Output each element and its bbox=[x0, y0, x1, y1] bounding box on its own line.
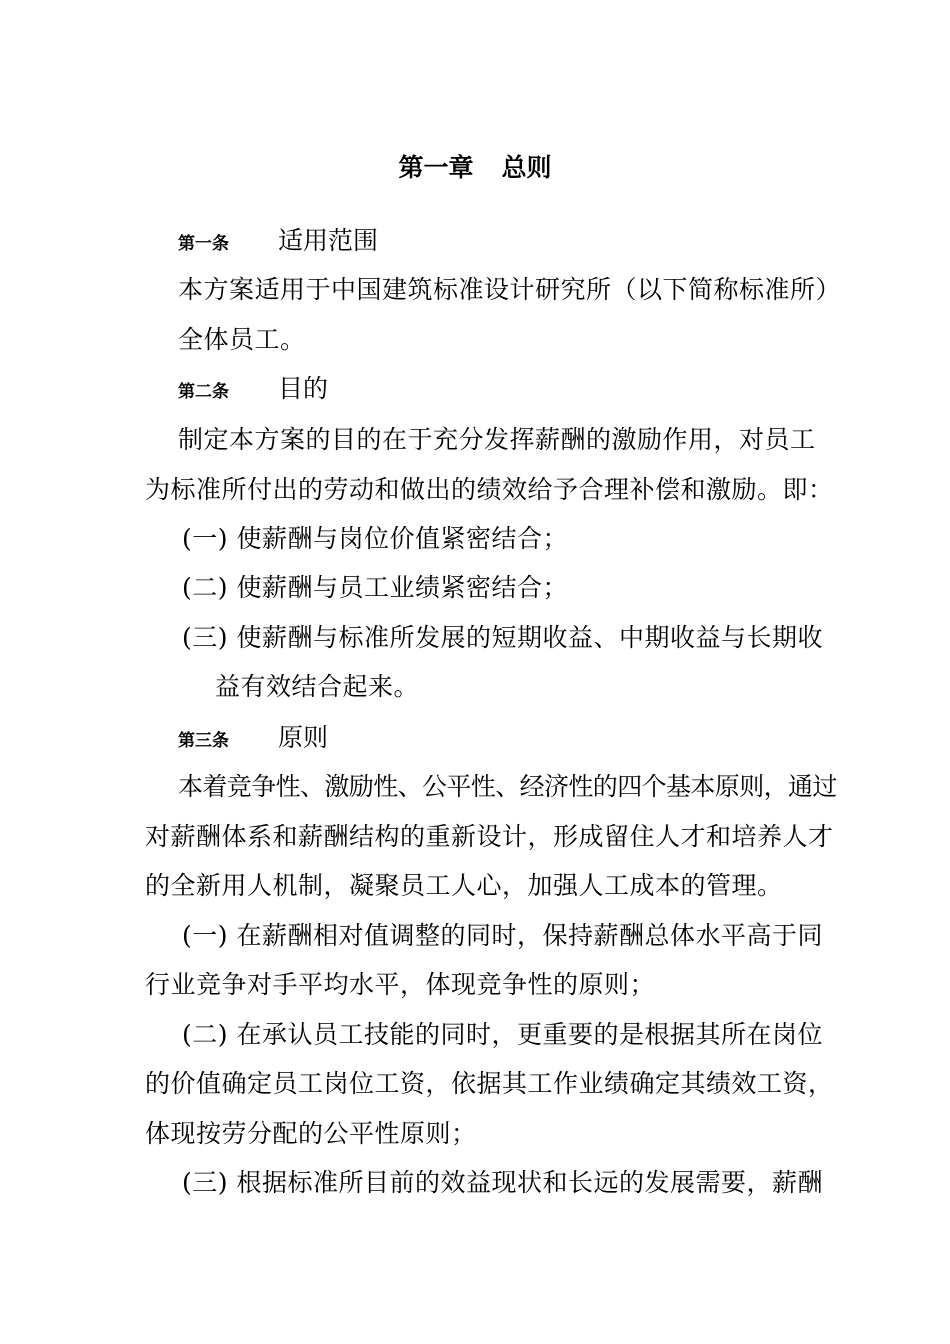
paragraph-line: 为标准所付出的劳动和做出的绩效给予合理补偿和激励。即： bbox=[145, 475, 834, 504]
list-item: (一) 使薪酬与岗位价值紧密结合； bbox=[182, 524, 568, 553]
article-heading bbox=[178, 224, 378, 261]
article-number: 第三条 bbox=[178, 731, 229, 751]
article-name: 适用范围 bbox=[278, 226, 379, 255]
list-item-continuation: 益有效结合起来。 bbox=[215, 672, 420, 701]
paragraph-line: 本方案适用于中国建筑标准设计研究所（以下简称标准所） bbox=[178, 275, 842, 304]
chapter-name: 总则 bbox=[501, 153, 552, 182]
paragraph-line: 的全新用人机制，凝聚员工人心，加强人工成本的管理。 bbox=[145, 871, 783, 900]
article-heading bbox=[178, 721, 328, 758]
article-number: 第二条 bbox=[178, 382, 229, 402]
article-name: 原则 bbox=[278, 723, 329, 752]
paragraph-line: 对薪酬体系和薪酬结构的重新设计，形成留住人才和培养人才 bbox=[145, 822, 834, 851]
list-item-continuation: 的价值确定员工岗位工资，依据其工作业绩确定其绩效工资， bbox=[145, 1069, 834, 1098]
list-item-continuation: 行业竞争对手平均水平，体现竞争性的原则； bbox=[145, 970, 656, 999]
article-name: 目的 bbox=[278, 374, 329, 403]
list-item-continuation: 体现按劳分配的公平性原则； bbox=[145, 1119, 477, 1148]
article-heading bbox=[178, 372, 328, 409]
list-item: (一) 在薪酬相对值调整的同时，保持薪酬总体水平高于同 bbox=[182, 921, 823, 950]
list-item: (三) 根据标准所目前的效益现状和长远的发展需要，薪酬 bbox=[182, 1168, 823, 1197]
list-item: (二) 使薪酬与员工业绩紧密结合； bbox=[182, 573, 568, 602]
chapter-title bbox=[0, 150, 950, 186]
list-item: (三) 使薪酬与标准所发展的短期收益、中期收益与长期收 bbox=[182, 623, 823, 652]
chapter-number: 第一章 bbox=[398, 153, 474, 182]
paragraph-line: 本着竞争性、激励性、公平性、经济性的四个基本原则，通过 bbox=[178, 772, 837, 801]
paragraph-line: 全体员工。 bbox=[178, 325, 306, 354]
list-item: (二) 在承认员工技能的同时，更重要的是根据其所在岗位 bbox=[182, 1020, 823, 1049]
article-number: 第一条 bbox=[178, 234, 229, 254]
paragraph-line: 制定本方案的目的在于充分发挥薪酬的激励作用，对员工 bbox=[178, 425, 816, 454]
